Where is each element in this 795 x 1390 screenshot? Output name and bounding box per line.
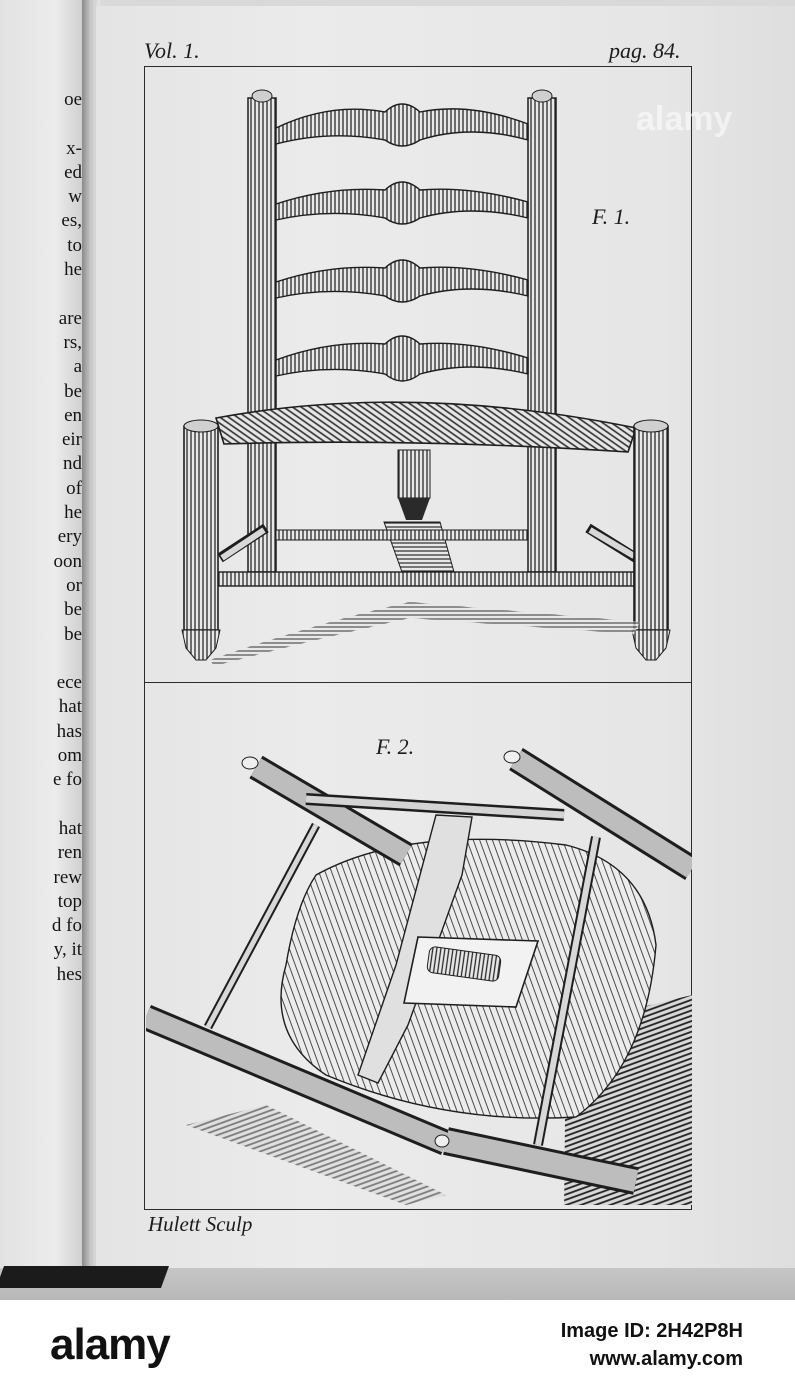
left-page-line: om [57, 745, 82, 767]
left-page-line: eir [61, 429, 82, 451]
figure-2-chair-underside [146, 745, 692, 1205]
left-page-line [2, 282, 82, 306]
volume-label: Vol. 1. [144, 38, 200, 63]
left-page-line: en [64, 404, 82, 426]
left-page-line: e fo [52, 769, 82, 791]
left-page-line: he [64, 502, 82, 524]
left-page-line [2, 112, 82, 136]
page-label: pag. 84. [609, 38, 681, 63]
watermark-logo: alamy [636, 100, 733, 138]
footer-url: www.alamy.com [589, 1348, 743, 1370]
engraver-signature: Hulett Sculp [148, 1212, 253, 1236]
left-page-line: hat [58, 696, 82, 718]
left-page-line: be [64, 599, 82, 621]
left-page-line: ed [64, 161, 82, 183]
footer-logo: alamy [50, 1320, 170, 1369]
figure-2-label: F. 2. [376, 734, 415, 759]
left-page-line [2, 647, 82, 671]
left-page-line: top [57, 890, 82, 912]
stock-footer [0, 1300, 795, 1390]
left-page [0, 0, 92, 1290]
left-page-line: of [66, 477, 82, 499]
left-page-line: ren [57, 842, 82, 864]
left-page-line [2, 793, 82, 817]
left-page-line: hes [56, 963, 82, 985]
left-page-line: be [64, 623, 82, 645]
left-page-line: oe [64, 89, 82, 110]
left-page-text [2, 88, 82, 987]
left-page-line: to [67, 234, 82, 256]
left-page-line: has [56, 720, 82, 742]
left-page-line: a [73, 356, 82, 378]
image-id: Image ID: 2H42P8H [560, 1320, 743, 1342]
left-page-line: oon [53, 550, 82, 572]
left-page-line: rew [53, 866, 82, 888]
left-page-line: he [64, 259, 82, 281]
left-page-line: are [58, 307, 82, 329]
left-page-line: ece [56, 672, 82, 694]
left-page-line: ery [57, 526, 82, 548]
plate-divider [144, 682, 692, 683]
left-page-line: nd [63, 453, 82, 475]
left-page-line: rs, [63, 331, 82, 353]
book-cover-edge [0, 1266, 169, 1288]
left-page-line: be [64, 380, 82, 402]
left-page-line: x- [66, 137, 82, 159]
left-page-line: d fo [51, 915, 82, 937]
left-page-line: w [68, 186, 82, 208]
figure-1-chair-front [170, 82, 690, 682]
left-page-line: es, [61, 210, 82, 232]
figure-1-label: F. 1. [592, 204, 631, 229]
left-page-line: or [66, 574, 82, 596]
left-page-line: y, it [53, 939, 82, 961]
left-page-line: hat [58, 817, 82, 839]
